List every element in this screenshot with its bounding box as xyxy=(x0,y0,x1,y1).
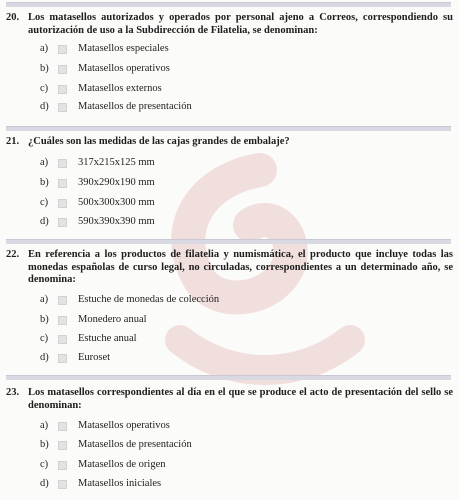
answer-checkbox[interactable] xyxy=(58,159,67,168)
answer-checkbox[interactable] xyxy=(58,65,67,74)
question-header xyxy=(6,12,453,38)
answer-checkbox[interactable] xyxy=(58,103,67,112)
option-letter: b) xyxy=(40,177,49,188)
option-letter: c) xyxy=(40,333,49,344)
question-text: En referencia a los productos de filatelia y numismática, el producto que incluye todas las monedas españolas de curso legal, no circuladas, correspondientes a un determinado año, se denomina: xyxy=(28,249,453,285)
option-letter: d) xyxy=(40,101,49,112)
answer-checkbox[interactable] xyxy=(58,461,67,470)
answer-checkbox[interactable] xyxy=(58,199,67,208)
answer-checkbox[interactable] xyxy=(58,480,67,489)
option-text: Matasellos externos xyxy=(78,83,162,94)
option-text: 590x390x390 mm xyxy=(78,216,155,227)
option-text: Euroset xyxy=(78,352,111,363)
option-text: Matasellos de presentación xyxy=(78,439,192,450)
option-text: 317x215x125 mm xyxy=(78,157,155,168)
option-letter: b) xyxy=(40,439,49,450)
question-text: Los matasellos autorizados y operados por personal ajeno a Correos, correspondiendo su autorización de uso a la Subdirección de Filatelia, se denominan: xyxy=(28,12,453,36)
separator xyxy=(6,375,451,380)
answer-checkbox[interactable] xyxy=(58,179,67,188)
separator xyxy=(6,2,451,7)
option-text: 500x300x300 mm xyxy=(78,197,155,208)
answer-checkbox[interactable] xyxy=(58,218,67,227)
option-letter: a) xyxy=(40,43,49,54)
question-number: 23. xyxy=(6,387,20,398)
question-number: 21. xyxy=(6,136,20,147)
question-header xyxy=(6,136,453,150)
answer-checkbox[interactable] xyxy=(58,441,67,450)
option-letter: d) xyxy=(40,216,49,227)
answer-checkbox[interactable] xyxy=(58,354,67,363)
answer-checkbox[interactable] xyxy=(58,422,67,431)
option-text: Estuche de monedas de colección xyxy=(78,294,220,305)
answer-checkbox[interactable] xyxy=(58,335,67,344)
option-letter: a) xyxy=(40,294,49,305)
option-letter: c) xyxy=(40,83,49,94)
answer-checkbox[interactable] xyxy=(58,85,67,94)
question-text: ¿Cuáles son las medidas de las cajas grandes de embalaje? xyxy=(28,136,290,147)
option-letter: b) xyxy=(40,63,49,74)
option-letter: c) xyxy=(40,459,49,470)
question-number: 22. xyxy=(6,249,20,260)
question-text: Los matasellos correspondientes al día en el que se produce el acto de presentación del sello se denominan: xyxy=(28,387,453,411)
separator xyxy=(6,239,451,244)
question-number: 20. xyxy=(6,12,20,23)
question-header xyxy=(6,249,453,287)
option-letter: d) xyxy=(40,352,49,363)
answer-checkbox[interactable] xyxy=(58,45,67,54)
option-text: 390x290x190 mm xyxy=(78,177,155,188)
question-header xyxy=(6,387,453,413)
option-text: Estuche anual xyxy=(78,333,137,344)
option-letter: c) xyxy=(40,197,49,208)
option-letter: a) xyxy=(40,420,49,431)
option-letter: b) xyxy=(40,314,49,325)
answer-checkbox[interactable] xyxy=(58,316,67,325)
option-text: Matasellos de presentación xyxy=(78,101,192,112)
option-text: Matasellos de origen xyxy=(78,459,166,470)
option-letter: d) xyxy=(40,478,49,489)
option-text: Matasellos operativos xyxy=(78,63,170,74)
option-text: Matasellos iniciales xyxy=(78,478,162,489)
option-text: Matasellos especiales xyxy=(78,43,169,54)
option-letter: a) xyxy=(40,157,49,168)
answer-checkbox[interactable] xyxy=(58,296,67,305)
option-text: Monedero anual xyxy=(78,314,147,325)
option-text: Matasellos operativos xyxy=(78,420,170,431)
separator xyxy=(6,126,451,131)
